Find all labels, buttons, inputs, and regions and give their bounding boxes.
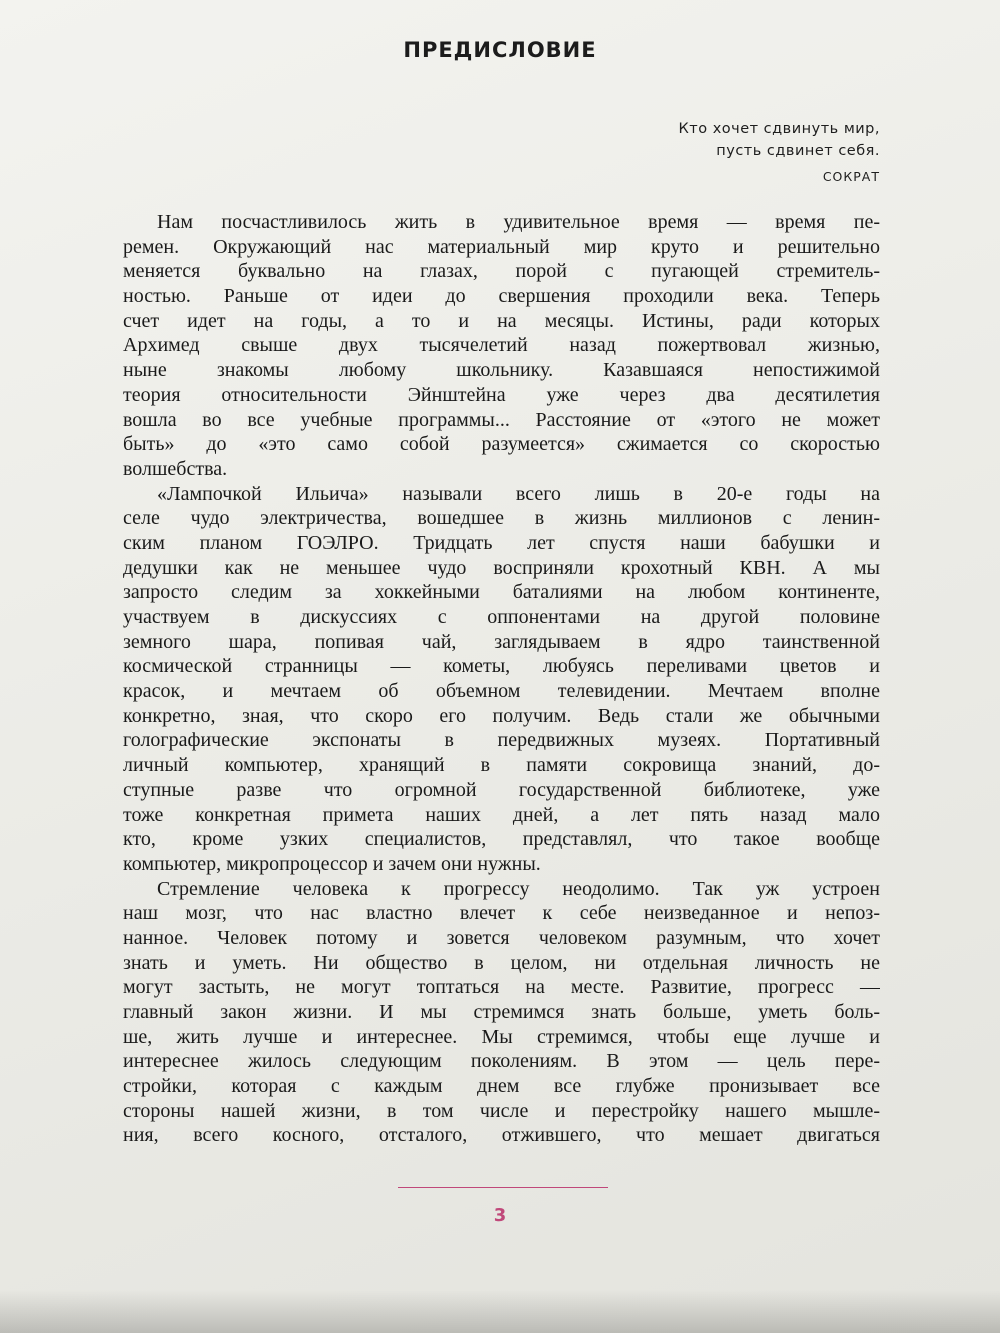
epigraph [520,118,880,188]
text-line: вошла во все учебные программы... Расстояние от «этого не может [123,408,880,431]
text-line: «Лампочкой Ильича» называли всего лишь в 20-е годы на [157,482,880,505]
text-line: могут застыть, не могут топтаться на месте. Развитие, прогресс — [123,976,880,999]
text-line: космической странницы — кометы, любуясь переливами цветов и [123,655,880,678]
text-line: ским планом ГОЭЛРО. Тридцать лет спустя наши бабушки и [123,531,880,554]
text-line: наш мозг, что нас властно влечет к себе неизведанное и непоз- [123,902,880,925]
text-line: стройки, которая с каждым днем все глубже пронизывает все [123,1075,880,1098]
text-line: нанное. Человек потому и зовется человеком разумным, что хочет [123,926,880,949]
text-line: быть» до «это само собой разумеется» сжимается со скоростью [123,433,880,456]
text-line: Нам посчастливилось жить в удивительное время — время пе- [157,211,880,233]
text-line: интереснее жилось следующим поколениям. В этом — цель пере- [123,1050,880,1073]
text-line: счет идет на годы, а то и на месяцы. Истины, ради которых [123,309,880,332]
text-line: волшебства. [123,457,228,480]
text-line: ностью. Раньше от идеи до свершения проходили века. Теперь [123,285,880,308]
text-line: тоже конкретная примета наших дней, а лет пять назад мало [123,803,880,826]
text-line: стороны нашей жизни, в том числе и перестройку нашего мышле- [123,1099,880,1122]
text-line: меняется буквально на глазах, порой с пугающей стремитель- [123,260,880,283]
page-shadow [0,1290,1000,1333]
text-line: личный компьютер, хранящий в памяти сокровища знаний, до- [123,754,880,777]
text-line: участвуем в дискуссиях с оппонентами на другой половине [123,606,880,628]
text-line: ше, жить лучше и интереснее. Мы стремимся, чтобы еще лучше и [123,1025,880,1048]
text-line: компьютер, микропроцессор и зачем они нужны. [123,852,541,875]
text-line: запросто следим за хоккейными баталиями на любом континенте, [123,581,880,604]
page-number: 3 [493,1205,507,1226]
text-line: Стремление человека к прогрессу неодолимо. Так уж устроен [157,877,880,900]
text-line: красок, и мечтаем об объемном телевидении. Мечтаем вполне [123,680,880,703]
text-line: Архимед свыше двух тысячелетий назад пожертвовал жизнью, [123,334,880,357]
text-line: знать и уметь. Ни общество в целом, ни отдельная личность не [123,951,880,974]
epigraph-author: СОКРАТ [822,169,880,184]
text-line: конкретно, зная, что скоро его получим. Ведь стали же обычными [123,704,880,727]
epigraph-line: Кто хочет сдвинуть мир, [678,121,880,137]
text-line: ния, всего косного, отсталого, отжившего, что мешает двигаться [123,1124,880,1147]
text-line: дедушки как не меньшее чудо восприняли крохотный КВН. А мы [123,556,880,579]
body-text [123,210,880,1148]
text-line: кто, кроме узких специалистов, представлял, что такое вообще [123,828,880,851]
text-line: ступные разве что огромной государственной библиотеке, уже [123,778,880,801]
text-line: селе чудо электричества, вошедшее в жизнь миллионов с ленин- [123,507,880,530]
footer-rule [398,1187,608,1188]
text-line: ремен. Окружающий нас материальный мир круто и решительно [123,235,880,258]
text-line: голографические экспонаты в передвижных музеях. Портативный [123,729,880,752]
text-line: главный закон жизни. И мы стремимся знать больше, уметь боль- [123,1001,880,1023]
text-line: ныне знакомы любому школьнику. Казавшаяся непостижимой [123,359,880,382]
page-title: ПРЕДИСЛОВИЕ [403,38,597,62]
text-line: теория относительности Эйнштейна уже через два десятилетия [123,383,880,406]
epigraph-line: пусть сдвинет себя. [716,143,880,159]
text-line: земного шара, попивая чай, заглядываем в ядро таинственной [123,630,880,653]
